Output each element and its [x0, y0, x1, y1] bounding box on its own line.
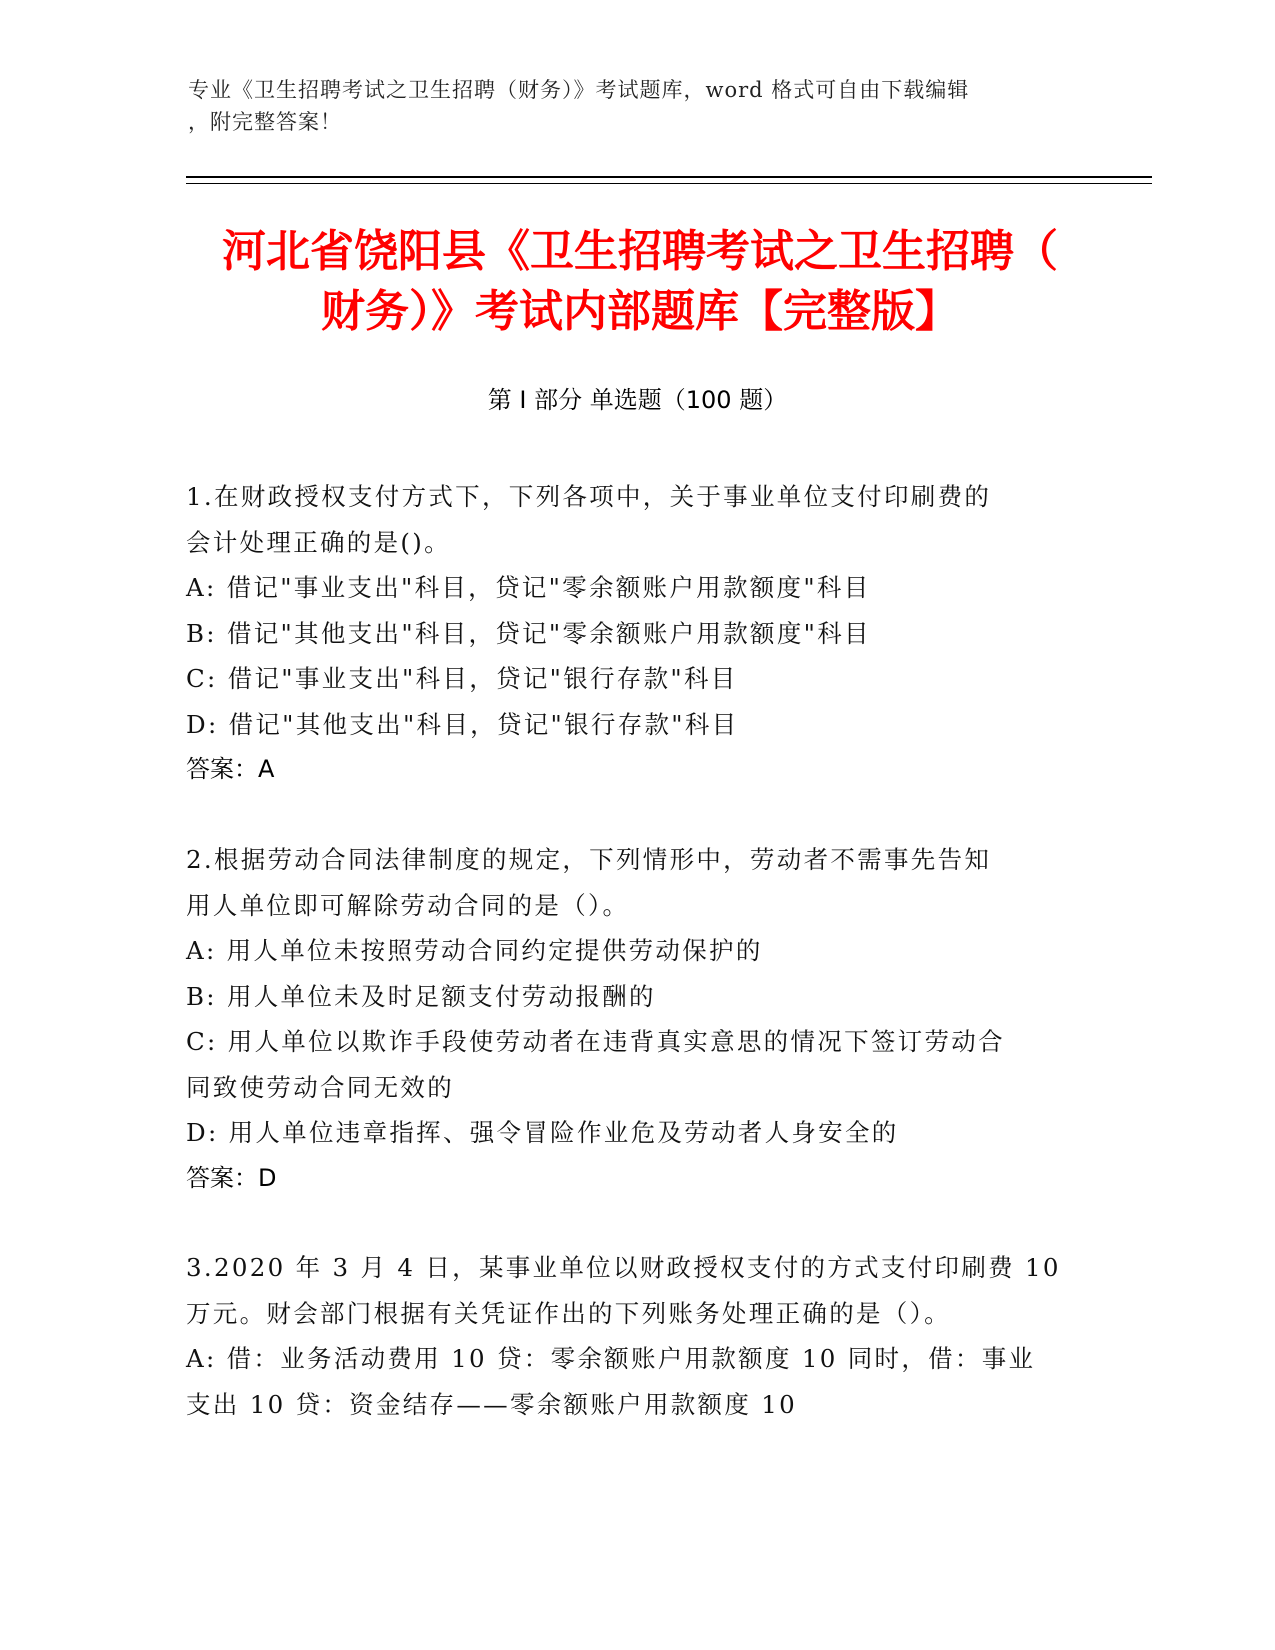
- question-block: [186, 837, 1086, 1201]
- question-stem: 用人单位即可解除劳动合同的是（）。: [186, 890, 630, 920]
- question-block: [186, 1245, 1086, 1427]
- question-stem: 3.2020 年 3 月 4 日，某事业单位以财政授权支付的方式支付印刷费 10: [186, 1253, 1061, 1282]
- question-stem: 1.在财政授权支付方式下，下列各项中，关于事业单位支付印刷费的: [186, 482, 992, 511]
- title-line: 财务）》考试内部题库【完整版】: [321, 286, 959, 337]
- option-b: B: 借记"其他支出"科目，贷记"零余额账户用款额度"科目: [186, 618, 871, 648]
- header-divider-thick: [186, 176, 1152, 178]
- option-b: B: 用人单位未及时足额支付劳动报酬的: [186, 981, 656, 1011]
- answer-label: 答案：D: [186, 1163, 277, 1192]
- option-a: A: 用人单位未按照劳动合同约定提供劳动保护的: [186, 936, 763, 965]
- question-stem: 会计处理正确的是()。: [186, 527, 451, 557]
- option-c-continued: 同致使劳动合同无效的: [186, 1072, 454, 1102]
- question-stem: 2.根据劳动合同法律制度的规定，下列情形中，劳动者不需事先告知: [186, 845, 992, 874]
- option-c: C: 借记"事业支出"科目，贷记"银行存款"科目: [186, 664, 738, 693]
- header-divider-thin: [186, 183, 1152, 184]
- option-a: A: 借：业务活动费用 10 贷：零余额账户用款额度 10 同时，借：事业: [186, 1344, 1036, 1373]
- answer-label: 答案：A: [186, 755, 275, 783]
- document-title: [190, 222, 1090, 342]
- document-header-note: [188, 74, 1068, 138]
- option-d: D: 用人单位违章指挥、强令冒险作业危及劳动者人身安全的: [186, 1118, 899, 1147]
- option-c: C: 用人单位以欺诈手段使劳动者在违背真实意思的情况下签订劳动合: [186, 1027, 1005, 1056]
- option-a-continued: 支出 10 贷：资金结存——零余额账户用款额度 10: [186, 1389, 798, 1419]
- title-line: 河北省饶阳县《卫生招聘考试之卫生招聘（: [222, 226, 1058, 277]
- question-stem: 万元。财会部门根据有关凭证作出的下列账务处理正确的是（）。: [186, 1298, 951, 1328]
- option-d: D: 借记"其他支出"科目，贷记"银行存款"科目: [186, 709, 739, 739]
- header-note-line: ，附完整答案！: [188, 110, 342, 134]
- option-a: A: 借记"事业支出"科目，贷记"零余额账户用款额度"科目: [186, 573, 871, 602]
- question-block: [186, 474, 1086, 792]
- header-note-line: 专业《卫生招聘考试之卫生招聘（财务）》考试题库，word 格式可自由下载编辑: [188, 78, 970, 102]
- section-heading: 第 I 部分 单选题（100 题）: [487, 386, 788, 414]
